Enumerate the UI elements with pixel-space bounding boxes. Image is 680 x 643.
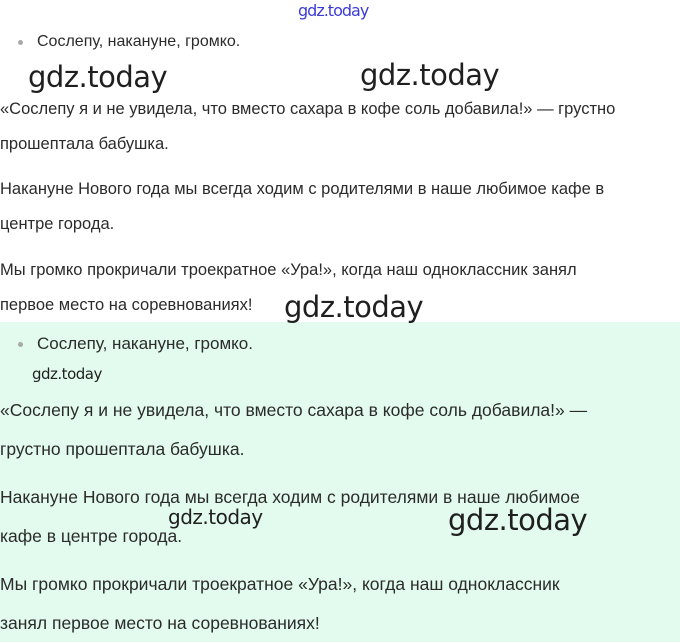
paragraph-line: Накануне Нового года мы всегда ходим с родителями в наше любимое [0,487,580,507]
watermark-top: gdz.today [298,1,369,20]
bullet-item [18,33,240,51]
bullet-dot-icon [18,40,23,45]
bullet-text: Сослепу, накануне, громко. [37,334,253,353]
paragraph-line: Мы громко прокричали троекратное «Ура!», когда наш одноклассник занял [0,261,577,279]
paragraph-line: центре города. [0,215,115,233]
watermark: gdz.today [168,505,263,529]
paragraph-line: кафе в центре города. [0,526,183,546]
paragraph-line: грустно прошептала бабушка. [0,439,245,459]
bullet-item [18,334,253,354]
watermark: gdz.today [32,365,102,383]
paragraph-line: «Сослепу я и не увидела, что вместо сахара в кофе соль добавила!» — грустно [0,100,616,118]
bullet-text: Сослепу, накануне, громко. [37,33,241,50]
watermark: gdz.today [28,60,168,94]
paragraph-line: прошептала бабушка. [0,135,169,153]
paragraph-line: «Сослепу я и не увидела, что вместо сахара в кофе соль добавила!» — [0,400,588,420]
bullet-dot-icon [18,342,23,347]
paragraph-line: занял первое место на соревнованиях! [0,613,320,633]
paragraph-line: Мы громко прокричали троекратное «Ура!», когда наш одноклассник [0,574,560,594]
paragraph-line: Накануне Нового года мы всегда ходим с родителями в наше любимое кафе в [0,180,605,198]
watermark: gdz.today [360,58,500,92]
watermark: gdz.today [284,290,424,324]
watermark: gdz.today [448,503,588,537]
paragraph-line: первое место на соревнованиях! [0,296,253,314]
answer-section-highlighted [0,322,680,642]
